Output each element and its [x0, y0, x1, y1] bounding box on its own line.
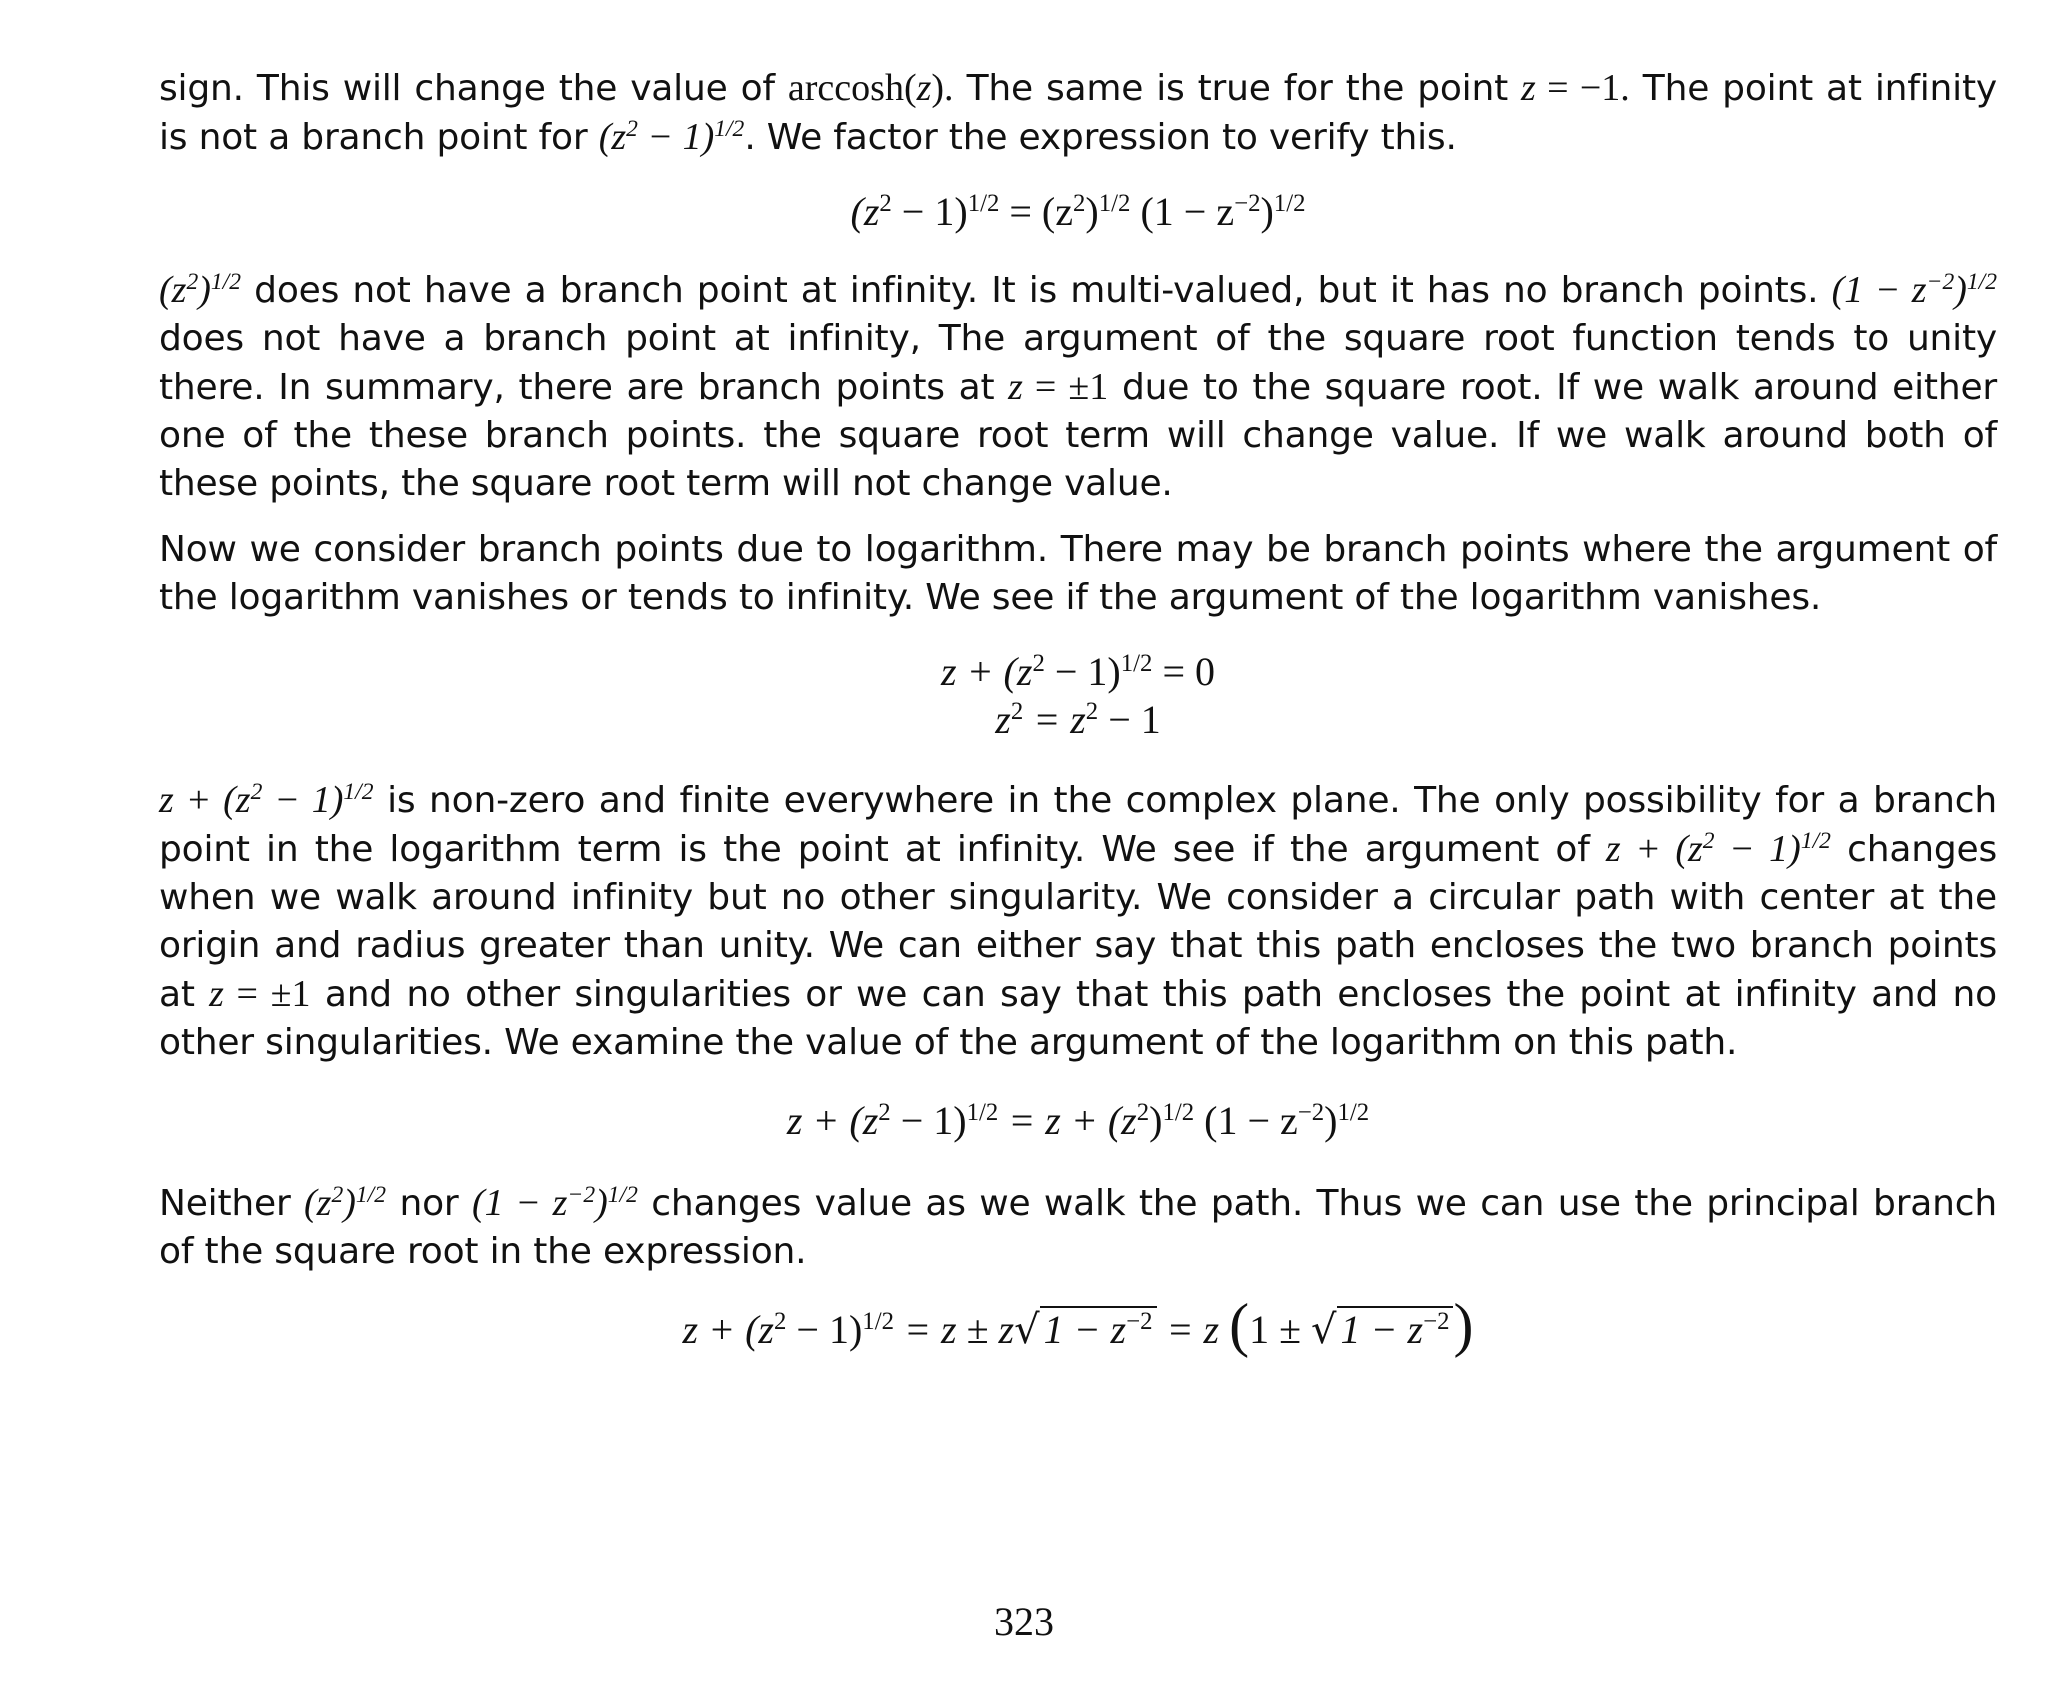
text: nor — [386, 1183, 472, 1224]
left-paren: ( — [1229, 1292, 1250, 1358]
paragraph-2 — [159, 266, 1997, 508]
text: due to the square root. If we walk around either one of the these branch points. the square root term will change value. If we walk around both of these points, the square root term will not change value. — [159, 367, 1997, 504]
right-paren: ) — [1453, 1292, 1474, 1358]
math-z-minus-one: z = −1. — [1521, 67, 1630, 109]
text: Neither — [159, 1183, 305, 1224]
text: The point at infinity is not a branch point for — [159, 68, 1997, 158]
equation-principal-branch: $z + (z^2 - 1)^{1/2} = z \pm z√$ $1 - z^{-2} = z$ (1 ± √ $1 - z^{-2}$) — [682, 1292, 1474, 1358]
math-arccosh: arccosh(z). — [787, 67, 954, 109]
equation-vanish — [159, 648, 1997, 744]
text: does not have a branch point at infinity, The argument of the square root function tends to unity there. In summary, there are branch points at — [159, 318, 1997, 408]
equation-factor: $(z^2 - 1)^{1/2} = (z^2)^{1/2}$ $(1 - z^{-2})^{1/2}$ — [850, 189, 1306, 234]
math-z-pm-one: z = ±1 — [1008, 366, 1109, 408]
math-z-pm-one: z = ±1 — [209, 973, 311, 1015]
math-one-minus-z: $(1 - z^{-2})^{1/2}$ — [471, 1182, 638, 1224]
paragraph-1 — [159, 64, 1997, 162]
math-log-argument: $z + (z^2 - 1)^{1/2}$ — [1605, 828, 1831, 870]
math-z2-sqrt: $(z^2)^{1/2}$ — [159, 269, 241, 311]
equation-path: $z + (z^2 - 1)^{1/2} = z + (z^2)^{1/2}$ $(1 - z^{-2})^{1/2}$ — [786, 1098, 1370, 1143]
text: sign. This will change the value of — [159, 68, 788, 109]
text: and no other singularities or we can say that this path encloses the point at infinity and no other singularities. We examine the value of the argument of the logarithm on this path. — [159, 974, 1997, 1063]
text: is non-zero and finite everywhere in the complex plane. The only possibility for a branch point in the logarithm term is the point at infinity. We see if the argument of — [159, 780, 1997, 870]
radical-sign: √ — [1311, 1307, 1337, 1353]
equation-line-2: $z^2 = z^2 - 1$ — [995, 697, 1161, 742]
paragraph-4 — [159, 776, 1997, 1067]
equation-line-1: $z + (z^2 - 1)^{1/2} = 0$ — [941, 649, 1215, 694]
math-log-argument: $z + (z^2 - 1)^{1/2}$ — [159, 779, 374, 821]
text: . We factor the expression to verify this. — [744, 117, 1457, 158]
text: changes value as we walk the path. Thus we can use the principal branch of the square root in the expression. — [159, 1183, 1997, 1272]
text: The same is true for the point — [953, 68, 1522, 109]
radical-sign: √ — [1014, 1307, 1040, 1353]
page-number: 323 — [994, 1599, 1054, 1644]
radicand: $1 - z^{-2}$ — [1337, 1306, 1454, 1350]
text: does not have a branch point at infinity. It is multi-valued, but it has no branch points. — [240, 270, 1832, 311]
text: changes when we walk around infinity but no other singularity. We consider a circular path with center at the origin and radius greater than unity. We can either say that this path encloses the two branch points at — [159, 829, 1998, 1015]
paragraph-3: Now we consider branch points due to logarithm. There may be branch points where the argument of the logarithm vanishes or tends to infinity. We see if the argument of the logarithm vanishes. — [159, 529, 1997, 618]
paragraph-5 — [159, 1179, 1997, 1276]
radicand: $1 - z^{-2}$ — [1040, 1306, 1157, 1350]
math-one-minus-z: $(1 - z^{-2})^{1/2}$ — [1831, 269, 1997, 311]
math-z2-sqrt: $(z^2)^{1/2}$ — [304, 1182, 386, 1224]
document-page — [159, 64, 1998, 1358]
math-sqrt-expression: $(z^2 - 1)^{1/2}$ — [598, 116, 745, 158]
